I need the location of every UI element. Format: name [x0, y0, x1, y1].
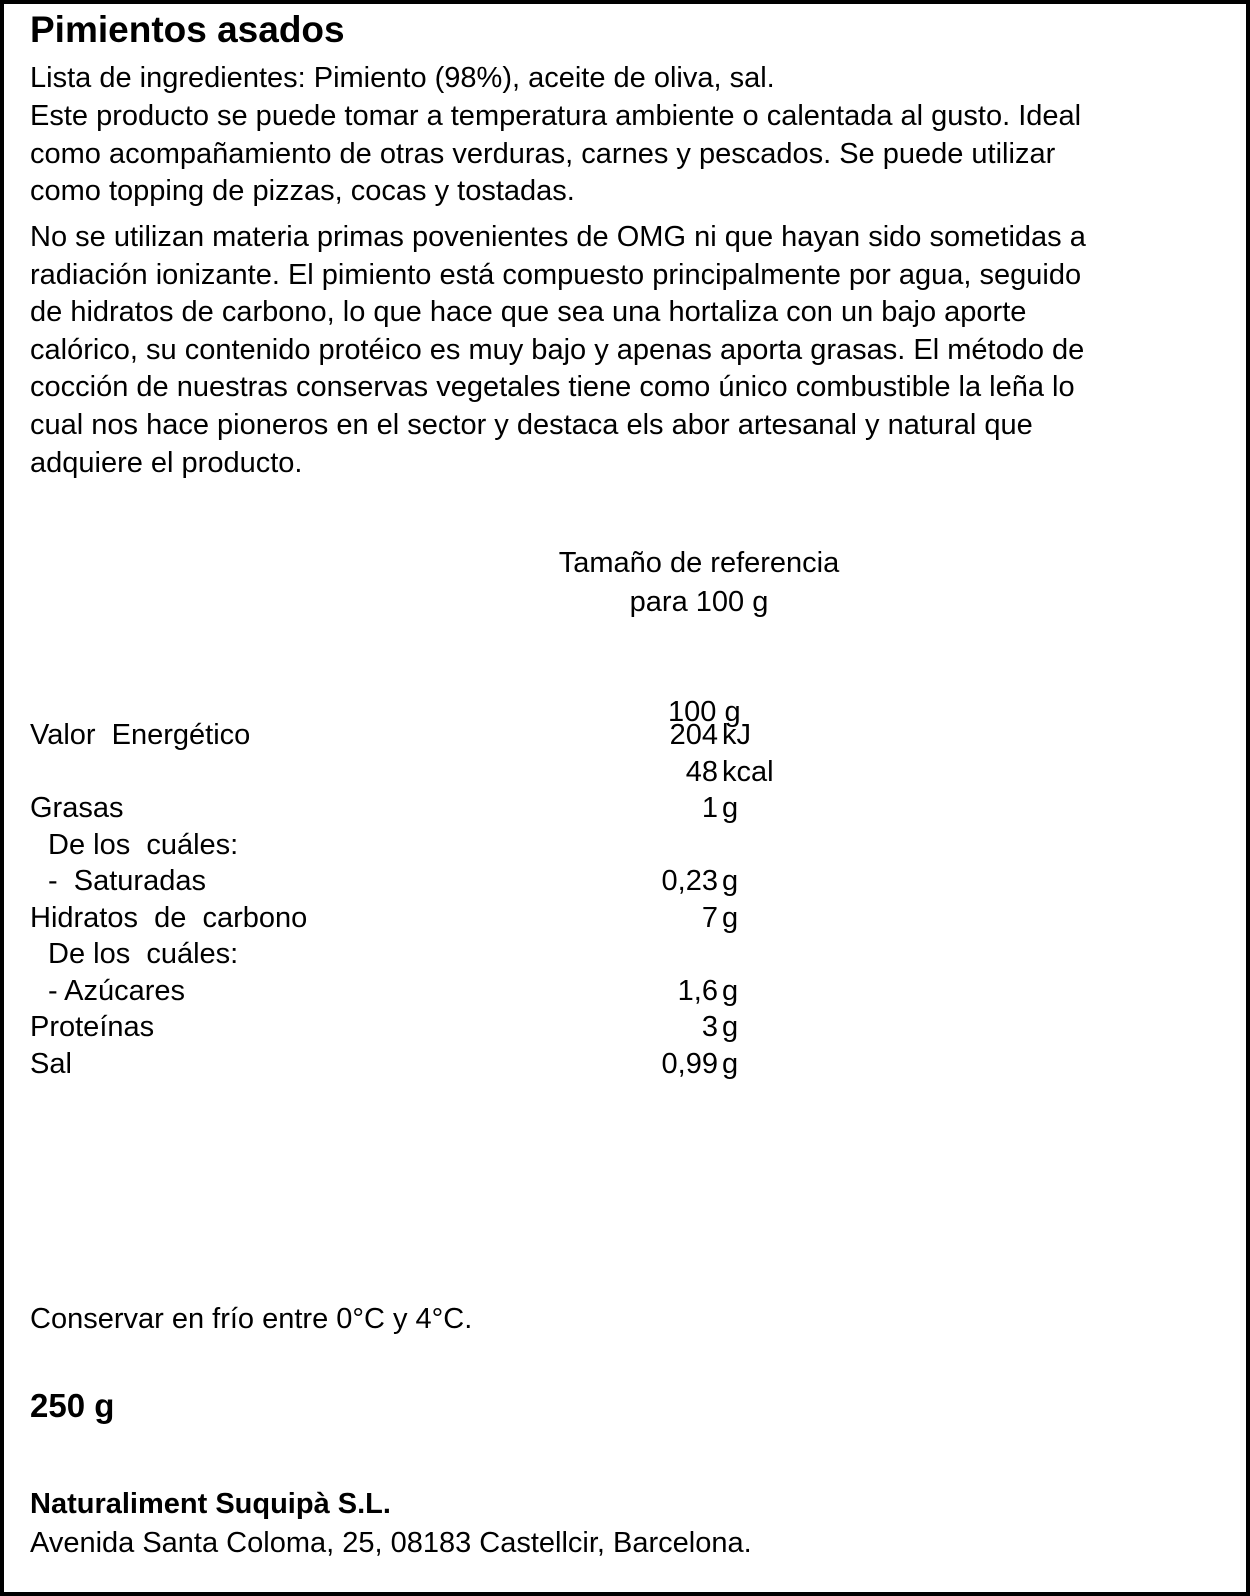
- nutrient-name: Hidratos de carbono: [30, 902, 308, 934]
- nutrient-value: 0,99: [661, 1048, 718, 1080]
- usage-description: [30, 98, 1230, 211]
- info-line: cual nos hace pioneros en el sector y destaca els abor artesanal y natural que: [30, 408, 1033, 441]
- usage-line: como acompañamiento de otras verduras, carnes y pescados. Se puede utilizar: [30, 137, 1056, 170]
- info-line: de hidratos de carbono, lo que hace que sea una hortaliza con un bajo aporte: [30, 296, 1027, 329]
- nutrient-name: Grasas: [30, 792, 124, 824]
- nutrient-unit: g: [722, 865, 739, 897]
- info-line: radiación ionizante. El pimiento está compuesto principalmente por agua, seguido: [30, 258, 1082, 291]
- nutrient-unit: g: [722, 975, 739, 1007]
- nutrient-unit: kJ: [722, 719, 751, 751]
- nutrient-unit: g: [722, 1011, 739, 1043]
- info-line: adquiere el producto.: [30, 446, 303, 479]
- nutrient-value: 0,23: [661, 865, 718, 897]
- product-title: Pimientos asados: [30, 9, 345, 50]
- net-weight: 250 g: [30, 1387, 115, 1424]
- nutrient-value: 204: [669, 719, 718, 751]
- nutrient-value: 1: [701, 792, 718, 824]
- nutrient-value: 3: [701, 1011, 718, 1043]
- nutrition-row-carbohydrates: [4, 900, 1250, 937]
- nutrition-row-sugars: [4, 973, 1250, 1010]
- nutrient-value: 48: [685, 756, 718, 788]
- nutrient-name: Proteínas: [30, 1011, 155, 1043]
- company-name: Naturaliment Suquipà S.L.: [30, 1488, 391, 1520]
- product-information: [30, 219, 1230, 482]
- nutrient-unit: g: [722, 1048, 739, 1080]
- nutrient-name: - Azúcares: [48, 975, 185, 1007]
- nutrition-row-fat: [4, 790, 1250, 827]
- nutrient-name: Valor Energético: [30, 719, 251, 751]
- info-line: No se utilizan materia primas povenientes de OMG ni que hayan sido sometidas a: [30, 221, 1086, 253]
- nutrient-name: De los cuáles:: [48, 829, 239, 861]
- nutrition-row-salt: [4, 1046, 1250, 1083]
- ingredients-list: Lista de ingredientes: Pimiento (98%), aceite de oliva, sal.: [30, 62, 775, 94]
- usage-line: como topping de pizzas, cocas y tostadas.: [30, 175, 575, 208]
- nutrition-row-saturated: [4, 863, 1250, 900]
- nutrient-value: 1,6: [677, 975, 718, 1007]
- usage-line: Este producto se puede tomar a temperatura ambiente o calentada al gusto. Ideal: [30, 100, 1082, 132]
- storage-instructions: Conservar en frío entre 0°C y 4°C.: [30, 1303, 473, 1335]
- nutrition-row-protein: [4, 1009, 1250, 1046]
- nutrition-row-fat-subheader: [4, 827, 1250, 864]
- nutrient-unit: kcal: [722, 756, 774, 788]
- reference-size-title: Tamaño de referencia: [558, 547, 840, 579]
- nutrition-row-energy-kj: [4, 717, 1250, 754]
- nutrient-name: De los cuáles:: [48, 938, 239, 970]
- nutrient-value: 7: [701, 902, 718, 934]
- nutrition-row-energy-kcal: [4, 754, 1250, 791]
- nutrient-name: Sal: [30, 1048, 72, 1080]
- reference-size-amount: para 100 g: [629, 586, 769, 618]
- nutrient-unit: g: [722, 902, 739, 934]
- nutrient-unit: g: [722, 792, 739, 824]
- nutrition-row-carbs-subheader: [4, 936, 1250, 973]
- company-address: Avenida Santa Coloma, 25, 08183 Castellcir, Barcelona.: [30, 1527, 752, 1559]
- nutrition-column-header: 100 g: [668, 696, 741, 728]
- info-line: calórico, su contenido protéico es muy bajo y apenas aporta grasas. El método de: [30, 333, 1085, 366]
- nutrient-name: - Saturadas: [48, 865, 206, 897]
- info-line: cocción de nuestras conservas vegetales tiene como único combustible la leña lo: [30, 371, 1075, 404]
